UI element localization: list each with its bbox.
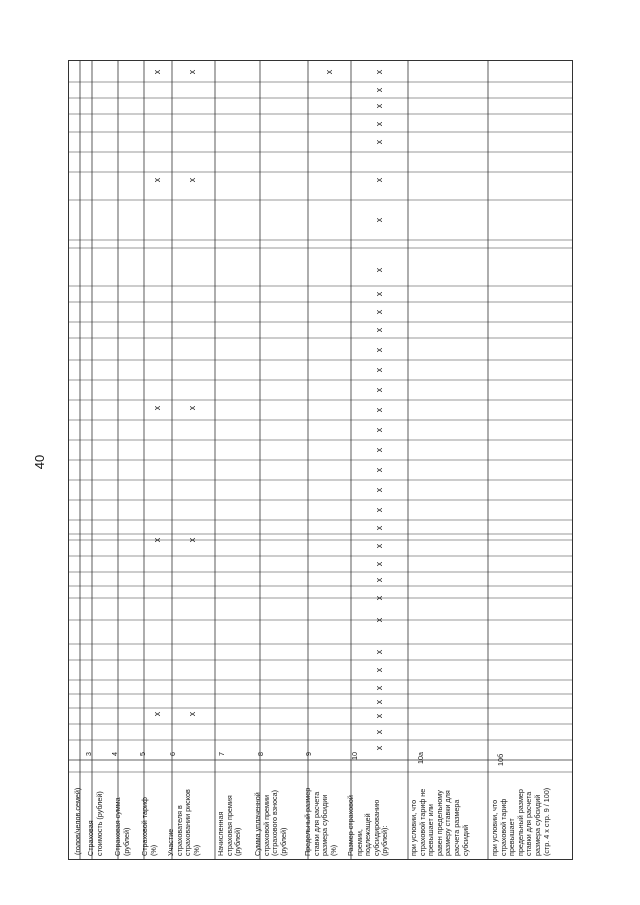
- row10-x-mark: x: [374, 367, 384, 373]
- row10-x-mark: x: [374, 387, 384, 393]
- row-num-9: 9: [304, 752, 313, 756]
- row-num-3: 3: [84, 752, 93, 756]
- row10-x-mark: x: [374, 729, 384, 735]
- row5-x-mark: x: [152, 69, 162, 75]
- row-num-10: 10: [350, 752, 359, 760]
- row10-x-mark: x: [374, 713, 384, 719]
- row10-x-mark: x: [374, 177, 384, 183]
- row10-x-mark: x: [374, 667, 384, 673]
- row10-x-mark: x: [374, 327, 384, 333]
- row10-x-mark: x: [374, 309, 384, 315]
- row10-x-mark: x: [374, 595, 384, 601]
- row10-x-mark: x: [374, 87, 384, 93]
- row10-x-mark: x: [374, 561, 384, 567]
- row-label-5: Страховой тариф (%): [140, 797, 158, 856]
- row10-x-mark: x: [374, 699, 384, 705]
- row6-x-mark: x: [187, 405, 197, 411]
- row10-x-mark: x: [374, 427, 384, 433]
- rotated-data-table: [68, 60, 573, 860]
- row5-x-mark: x: [152, 177, 162, 183]
- row10-x-mark: x: [374, 577, 384, 583]
- row-label-10a: при условии, что страховой тариф не превышает или равен предельному размеру ставки для расчета размера субсидий: [409, 788, 470, 856]
- row6-x-mark: x: [187, 711, 197, 717]
- row-label-8: Сумма уплаченной страховой премии (страхового взноса) (рублей): [253, 790, 288, 856]
- row10-x-mark: x: [374, 543, 384, 549]
- row-label-10: Размер страховой премии, подлежащей субсидированию (рублей):: [346, 795, 390, 856]
- row10-x-mark: x: [374, 467, 384, 473]
- row10-x-mark: x: [374, 103, 384, 109]
- row10-x-mark: x: [374, 649, 384, 655]
- row10-x-mark: x: [374, 347, 384, 353]
- row5-x-mark: x: [152, 537, 162, 543]
- row-label-9: Предельный размер ставки для расчета размера субсидии (%): [303, 787, 338, 856]
- row-label-7: Начисленная страховая премия (рублей): [216, 795, 243, 856]
- row-num-10a: 10а: [416, 752, 425, 764]
- table-header-label: (голов/челов.семей): [73, 787, 82, 855]
- row10-x-mark: x: [374, 69, 384, 75]
- row6-x-mark: x: [187, 69, 197, 75]
- row10-x-mark: x: [374, 447, 384, 453]
- row-label-6: Участие страхователя в страховании рисков (%): [166, 789, 201, 856]
- table-labels: [68, 60, 573, 860]
- row-num-10b: 10б: [496, 753, 505, 766]
- row-num-7: 7: [217, 752, 226, 756]
- row-label-4: Страховая сумма (рублей): [113, 797, 131, 856]
- row5-x-mark: x: [152, 405, 162, 411]
- row-label-10b: при условии, что страховой тариф превышает предельный размер ставки для расчета размера субсидий (стр. 4 x стр. 9 / 100): [490, 787, 551, 856]
- row-num-4: 4: [110, 752, 119, 756]
- row10-x-mark: x: [374, 487, 384, 493]
- page-number: 40: [32, 454, 47, 470]
- row-num-5: 5: [138, 752, 147, 756]
- row10-x-mark: x: [374, 139, 384, 145]
- row10-x-mark: x: [374, 121, 384, 127]
- row10-x-mark: x: [374, 407, 384, 413]
- row6-x-mark: x: [187, 177, 197, 183]
- row10-x-mark: x: [374, 745, 384, 751]
- row5-x-mark: x: [152, 711, 162, 717]
- row-num-6: 6: [168, 752, 177, 756]
- row-label-3: Страховая стоимость (рублей): [86, 791, 104, 856]
- row-num-8: 8: [256, 752, 265, 756]
- row10-x-mark: x: [374, 507, 384, 513]
- row10-x-mark: x: [374, 685, 384, 691]
- row10-x-mark: x: [374, 267, 384, 273]
- row6-x-mark: x: [187, 537, 197, 543]
- row10-x-mark: x: [374, 617, 384, 623]
- row10-x-mark: x: [374, 525, 384, 531]
- row9-x-mark: x: [324, 69, 334, 75]
- row10-x-mark: x: [374, 217, 384, 223]
- row10-x-mark: x: [374, 291, 384, 297]
